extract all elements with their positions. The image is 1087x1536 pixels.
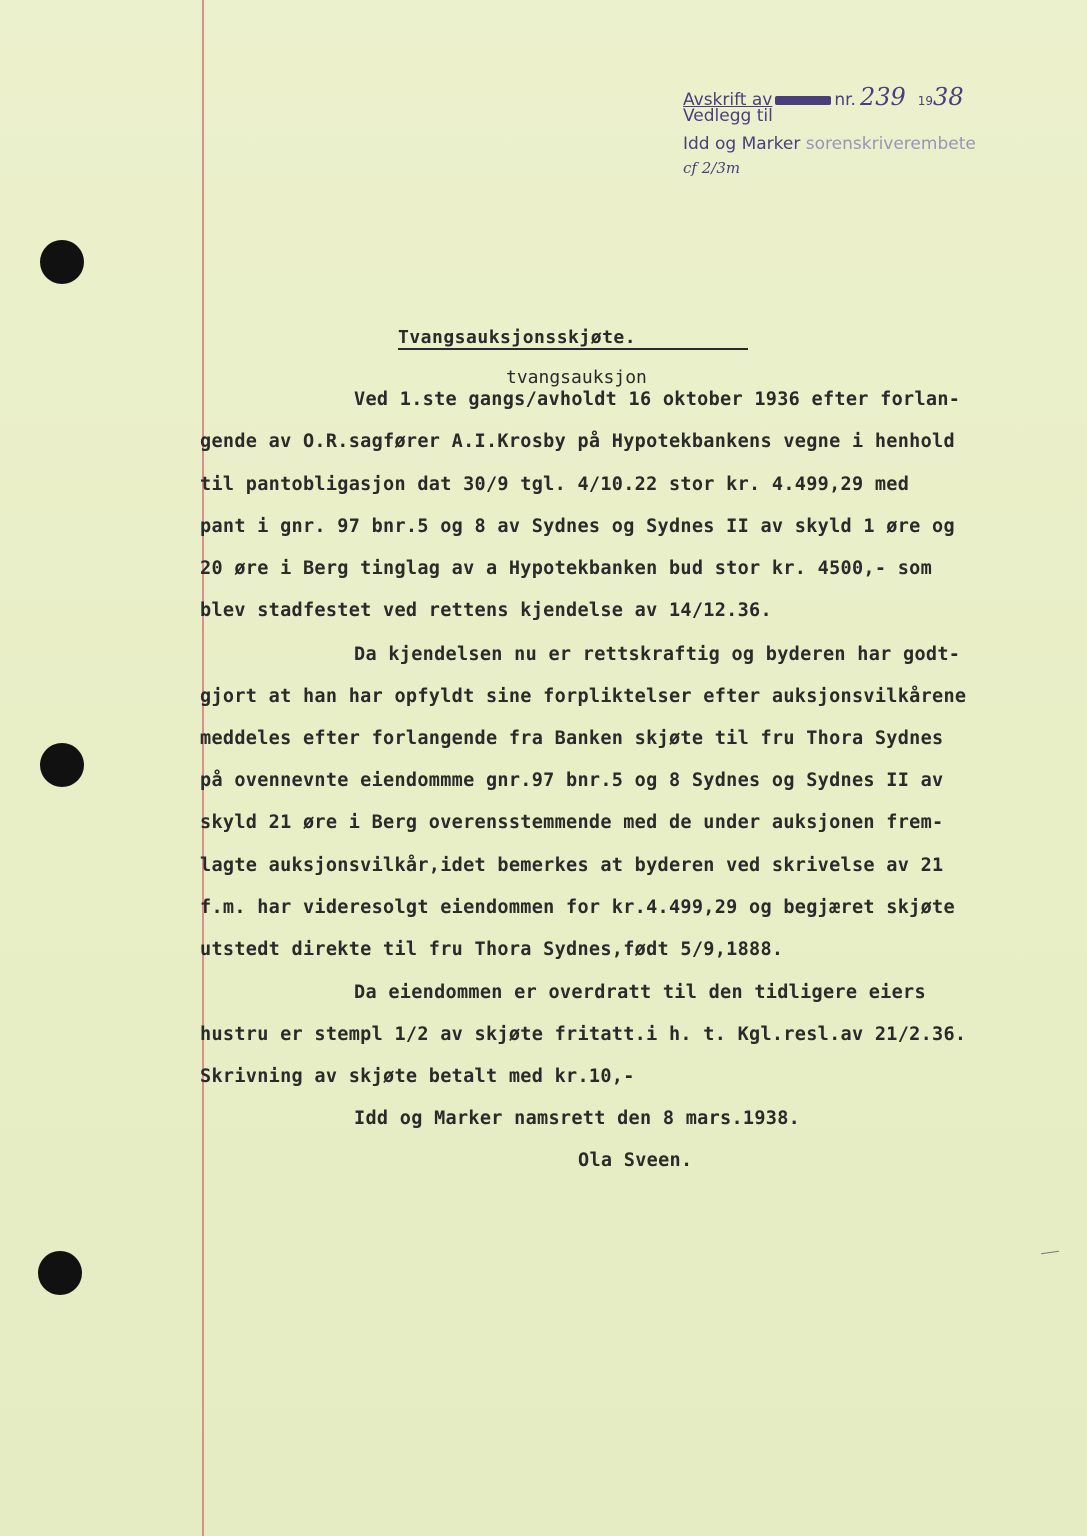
text-line: gjort at han har opfyldt sine forpliktelser efter auksjonsvilkårene [200, 686, 967, 707]
stamp-line-3 [683, 134, 976, 155]
stamp-year-prefix: 19 [917, 94, 934, 108]
text-line: til pantobligasjon dat 30/9 tgl. 4/10.22 stor kr. 4.499,29 med [200, 474, 910, 495]
text-line: Idd og Marker namsrett den 8 mars.1938. [354, 1108, 801, 1129]
pencil-mark [1041, 1251, 1059, 1254]
stamp-strikeout [775, 96, 831, 105]
text-line: blev stadfestet ved rettens kjendelse av 14/12.36. [200, 600, 772, 621]
text-line: pant i gnr. 97 bnr.5 og 8 av Sydnes og Sydnes II av skyld 1 øre og [200, 516, 955, 537]
stamp-initials: cf 2/3m [683, 159, 741, 177]
signature-line: Ola Sveen. [578, 1150, 693, 1171]
text-line: gende av O.R.sagfører A.I.Krosby på Hypotekbankens vegne i henhold [200, 431, 955, 452]
punch-hole [40, 240, 84, 284]
text-line: Skrivning av skjøte betalt med kr.10,- [200, 1066, 635, 1087]
text-line: Ved 1.ste gangs/avholdt 16 oktober 1936 efter forlan- [354, 389, 961, 410]
stamp-office: sorenskriverembete [805, 134, 976, 154]
text-line: skyld 21 øre i Berg overensstemmende med de under auksjonen frem- [200, 812, 944, 833]
text-line: utstedt direkte til fru Thora Sydnes,født 5/9,1888. [200, 939, 784, 960]
stamp-year: 38 [933, 83, 964, 111]
text-line: f.m. har videresolgt eiendommen for kr.4.499,29 og begjæret skjøte [200, 897, 955, 918]
text-line: lagte auksjonsvilkår,idet bemerkes at byderen ved skrivelse av 21 [200, 855, 944, 876]
stamp-court: Idd og Marker [683, 134, 801, 154]
stamp-label: Avskrift av [683, 90, 773, 110]
text-line: 20 øre i Berg tinglag av a Hypotekbanken bud stor kr. 4500,- som [200, 558, 933, 579]
punch-hole [38, 1251, 82, 1295]
handwritten-insert: tvangsauksjon [506, 367, 647, 388]
title-underline [398, 348, 748, 350]
punch-hole [40, 743, 84, 787]
text-line: Da kjendelsen nu er rettskraftig og byderen har godt- [354, 644, 961, 665]
text-line: meddeles efter forlangende fra Banken skjøte til fru Thora Sydnes [200, 728, 944, 749]
margin-rule [202, 0, 204, 1536]
text-line: på ovennevnte eiendommme gnr.97 bnr.5 og 8 Sydnes og Sydnes II av [200, 770, 944, 791]
text-line: hustru er stempl 1/2 av skjøte fritatt.i h. t. Kgl.resl.av 21/2.36. [200, 1024, 967, 1045]
document-title: Tvangsauksjonsskjøte. [398, 327, 637, 348]
stamp-number: 239 [859, 83, 906, 111]
stamp-suffix: nr. [834, 90, 856, 110]
stamp-line-2: Vedlegg til [683, 106, 773, 126]
text-line: Da eiendommen er overdratt til den tidligere eiers [354, 982, 926, 1003]
